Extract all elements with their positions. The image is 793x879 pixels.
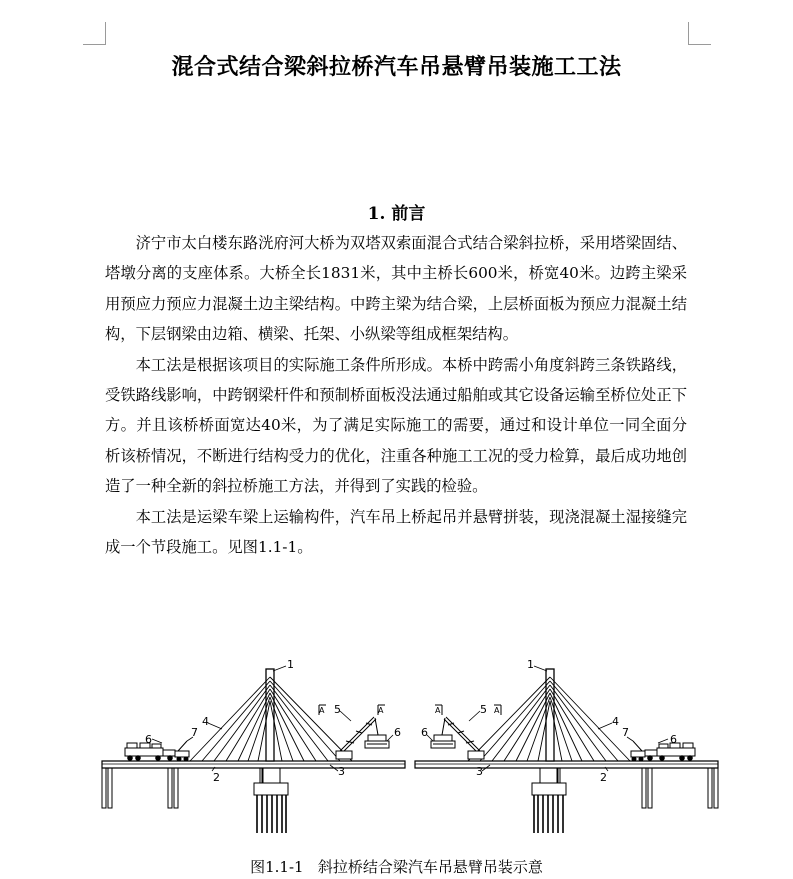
paragraph-2: 本工法是根据该项目的实际施工条件所形成。本桥中跨需小角度斜跨三条铁路线，受铁路线影响，中跨钢梁杆件和预制桥面板没法通过船舶或其它设备运输至桥位处正下方。并且该桥桥面宽达40米，为了满足实际施工的需要，通过和设计单位一同全面分析该桥情况，不断进行结构受力的优化，注重各种施工工况的受力检算，最后成功地创造了一种全新的斜拉桥施工方法，并得到了实践的检验。 <box>105 355 687 496</box>
callout-6: 6 <box>394 726 401 739</box>
body-text <box>105 228 687 562</box>
right-direction-marker-a: A <box>494 706 500 715</box>
callout-5: 5 <box>334 703 341 716</box>
right-bridge-half <box>415 666 718 833</box>
bridge-construction-figure <box>90 655 730 845</box>
callout-1: 1 <box>287 658 294 671</box>
callout-4: 4 <box>202 715 209 728</box>
callout-3: 3 <box>338 765 345 778</box>
left-side-piers <box>102 768 263 808</box>
callout-6: 6 <box>670 733 677 746</box>
figure-caption: 图1.1-1 斜拉桥结合梁汽车吊悬臂吊装示意 <box>250 858 543 876</box>
callout-5: 5 <box>480 703 487 716</box>
paragraph-3: 本工法是运梁车梁上运输构件，汽车吊上桥起吊并悬臂拼装，现浇混凝土湿接缝完成一个节段施工。见图1.1-1。 <box>105 507 687 557</box>
svg-text:A: A <box>319 706 325 715</box>
callout-4: 4 <box>612 715 619 728</box>
page-corner-mark-top-left <box>83 22 106 45</box>
document-title: 混合式结合梁斜拉桥汽车吊悬臂吊装施工工法 <box>171 54 622 80</box>
callout-1: 1 <box>527 658 534 671</box>
callout-7: 7 <box>191 726 198 739</box>
callout-7: 7 <box>622 726 629 739</box>
page-corner-mark-top-right <box>688 22 711 45</box>
callout-2: 2 <box>600 771 607 784</box>
left-bridge-half <box>102 666 405 833</box>
callout-6: 6 <box>421 726 428 739</box>
paragraph-1: 济宁市太白楼东路洸府河大桥为双塔双索面混合式结合梁斜拉桥，采用塔梁固结、塔墩分离的支座体系。大桥全长1831米，其中主桥长600米，桥宽40米。边跨主梁采用预应力预应力混凝土边主梁结构。中跨主梁为结合梁，上层桥面板为预应力混凝土结构，下层钢梁由边箱、横梁、托架、小纵梁等组成框架结构。 <box>105 234 687 344</box>
callout-6: 6 <box>145 733 152 746</box>
svg-text:A: A <box>378 706 384 715</box>
left-truck-crane-7 <box>175 741 189 761</box>
left-direction-markers <box>319 705 385 715</box>
left-lattice-crane <box>336 717 389 759</box>
callout-3: 3 <box>476 765 483 778</box>
callout-2: 2 <box>213 771 220 784</box>
left-main-pier <box>254 768 288 833</box>
section-heading: 1. 前言 <box>367 204 426 224</box>
right-direction-marker-a: A <box>435 706 441 715</box>
